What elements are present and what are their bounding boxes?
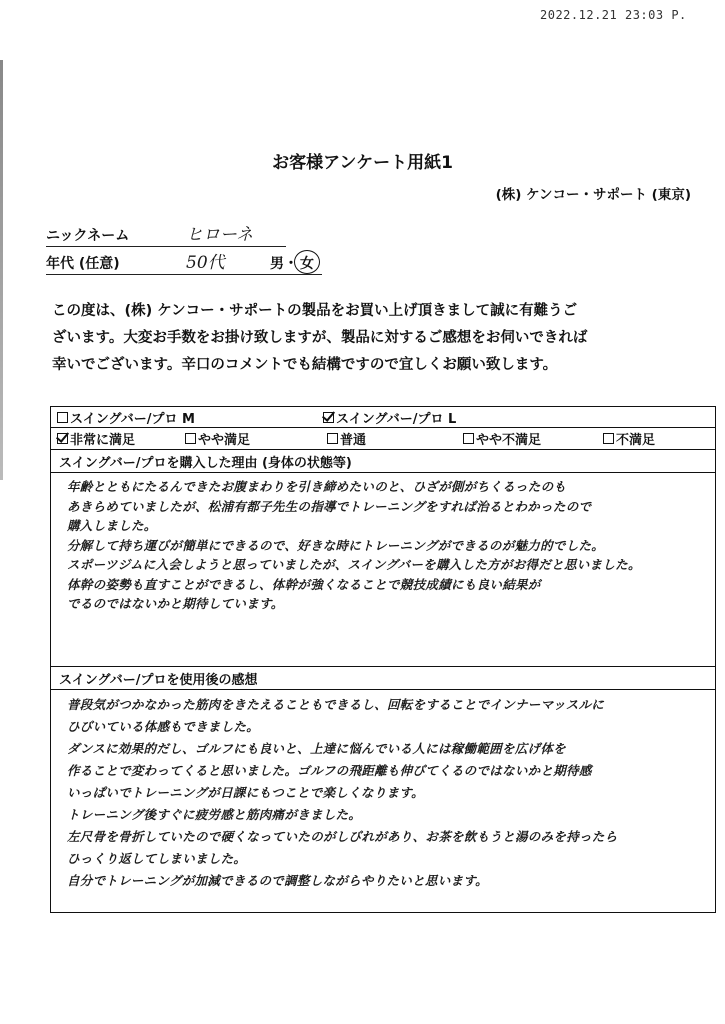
reason-line: 購入しました。 xyxy=(67,518,157,533)
fax-header: 2022.12.21 23:03 P. xyxy=(540,8,687,22)
satisfaction-option[interactable] xyxy=(603,429,655,448)
gender-separator: ・ xyxy=(284,256,298,272)
reason-handwriting xyxy=(51,473,715,622)
gender-male: 男 xyxy=(270,256,284,272)
satisfaction-label: 普通 xyxy=(340,433,367,448)
gender-selected-circle xyxy=(294,250,320,274)
intro-line: ざいます。大変お手数をお掛け致しますが、製品に対するご感想をお伺いできれば xyxy=(52,330,588,346)
gender-female xyxy=(298,253,316,273)
nickname-row xyxy=(46,223,253,245)
reason-line: 体幹の姿勢も直すことができるし、体幹が強くなることで競技成績にも良い結果が xyxy=(67,576,541,592)
impression-line: ひびいている体感もできました。 xyxy=(67,719,260,734)
product-row xyxy=(51,407,715,428)
checkbox-l[interactable] xyxy=(323,412,334,423)
satisfaction-label: 非常に満足 xyxy=(70,433,136,448)
impression-heading xyxy=(51,667,715,690)
gender-female-label: 女 xyxy=(300,256,314,272)
reason-heading xyxy=(51,450,715,473)
age-row xyxy=(46,251,316,273)
nickname-label: ニックネーム xyxy=(46,228,130,244)
satisfaction-label: 不満足 xyxy=(616,433,656,448)
satisfaction-row xyxy=(51,428,715,450)
satisfaction-option[interactable] xyxy=(51,429,181,448)
reason-line: でるのではないかと期待しています。 xyxy=(67,596,284,611)
impression-answer xyxy=(51,690,715,912)
checkbox-somewhat-dissatisfied[interactable] xyxy=(463,433,474,444)
reason-line: スポーツジムに入会しようと思っていましたが、スイングバーを購入した方がお得だと思いました。 xyxy=(67,557,641,572)
checkbox-dissatisfied[interactable] xyxy=(603,433,614,444)
impression-line: ひっくり返してしまいました。 xyxy=(67,851,247,866)
impression-line: 自分でトレーニングが加減できるので調整しながらやりたいと思います。 xyxy=(67,873,488,888)
page-title: お客様アンケート用紙1 xyxy=(272,153,453,173)
checkbox-very-satisfied[interactable] xyxy=(57,433,68,444)
satisfaction-option[interactable] xyxy=(327,429,459,448)
nickname-value: ヒローネ xyxy=(186,225,254,245)
intro-line: 幸いでございます。辛口のコメントでも結構ですので宜しくお願い致します。 xyxy=(52,357,558,373)
impression-line: 作ることで変わってくると思いました。ゴルフの飛距離も伸びてくるのではないかと期待感 xyxy=(67,763,592,778)
impression-line: ダンスに効果的だし、ゴルフにも良いと、上達に悩んでいる人には稼働範囲を広げ体を xyxy=(67,741,566,756)
satisfaction-label: やや不満足 xyxy=(476,433,542,448)
impression-heading-text: スイングバー/プロを使用後の感想 xyxy=(59,672,258,688)
product-option-m[interactable] xyxy=(51,408,319,427)
impression-line: 普段気がつかなかった筋肉をきたえることもできるし、回転をすることでインナーマッスルに xyxy=(67,697,605,712)
product-label-m: スイングバー/プロ M xyxy=(70,411,195,427)
impression-line: トレーニング後すぐに疲労感と筋肉痛がきました。 xyxy=(67,807,362,822)
intro-text xyxy=(52,298,692,379)
reason-heading-text: スイングバー/プロを購入した理由 (身体の状態等) xyxy=(59,455,352,471)
reason-line: 年齢とともにたるんできたお腹まわりを引き締めたいのと、ひざが側がちくるったのも xyxy=(67,479,567,494)
scan-edge xyxy=(0,60,3,480)
reason-line: 分解して持ち運びが簡単にできるので、好きな時にトレーニングができるのが魅力的でした。 xyxy=(67,537,605,553)
intro-line: この度は、(株) ケンコー・サポートの製品をお買い上げ頂きまして誠に有難うご xyxy=(52,303,578,319)
checkbox-neutral[interactable] xyxy=(327,433,338,444)
satisfaction-option[interactable] xyxy=(185,429,323,448)
nickname-underline xyxy=(46,246,286,247)
age-label: 年代 (任意) xyxy=(46,256,120,272)
impression-line: いっぱいでトレーニングが日課にもつことで楽しくなります。 xyxy=(67,785,424,800)
satisfaction-label: やや満足 xyxy=(198,433,251,448)
company-name: (株) ケンコー・サポート (東京) xyxy=(495,187,691,203)
impression-line: 左尺骨を骨折していたので硬くなっていたのがしびれがあり、お茶を飲もうと湯のみを持ったら xyxy=(67,829,618,844)
reason-line: あきらめていましたが、松浦有都子先生の指導でトレーニングをすれば治るとわかったので xyxy=(67,498,592,514)
product-label-l: スイングバー/プロ L xyxy=(336,411,457,427)
product-option-l[interactable] xyxy=(323,408,456,427)
checkbox-somewhat-satisfied[interactable] xyxy=(185,433,196,444)
satisfaction-option[interactable] xyxy=(463,429,599,448)
age-value: 50代 xyxy=(186,253,225,273)
age-underline xyxy=(46,274,322,275)
checkbox-m[interactable] xyxy=(57,412,68,423)
impression-handwriting xyxy=(51,690,715,900)
survey-form xyxy=(50,406,716,913)
reason-answer xyxy=(51,473,715,667)
